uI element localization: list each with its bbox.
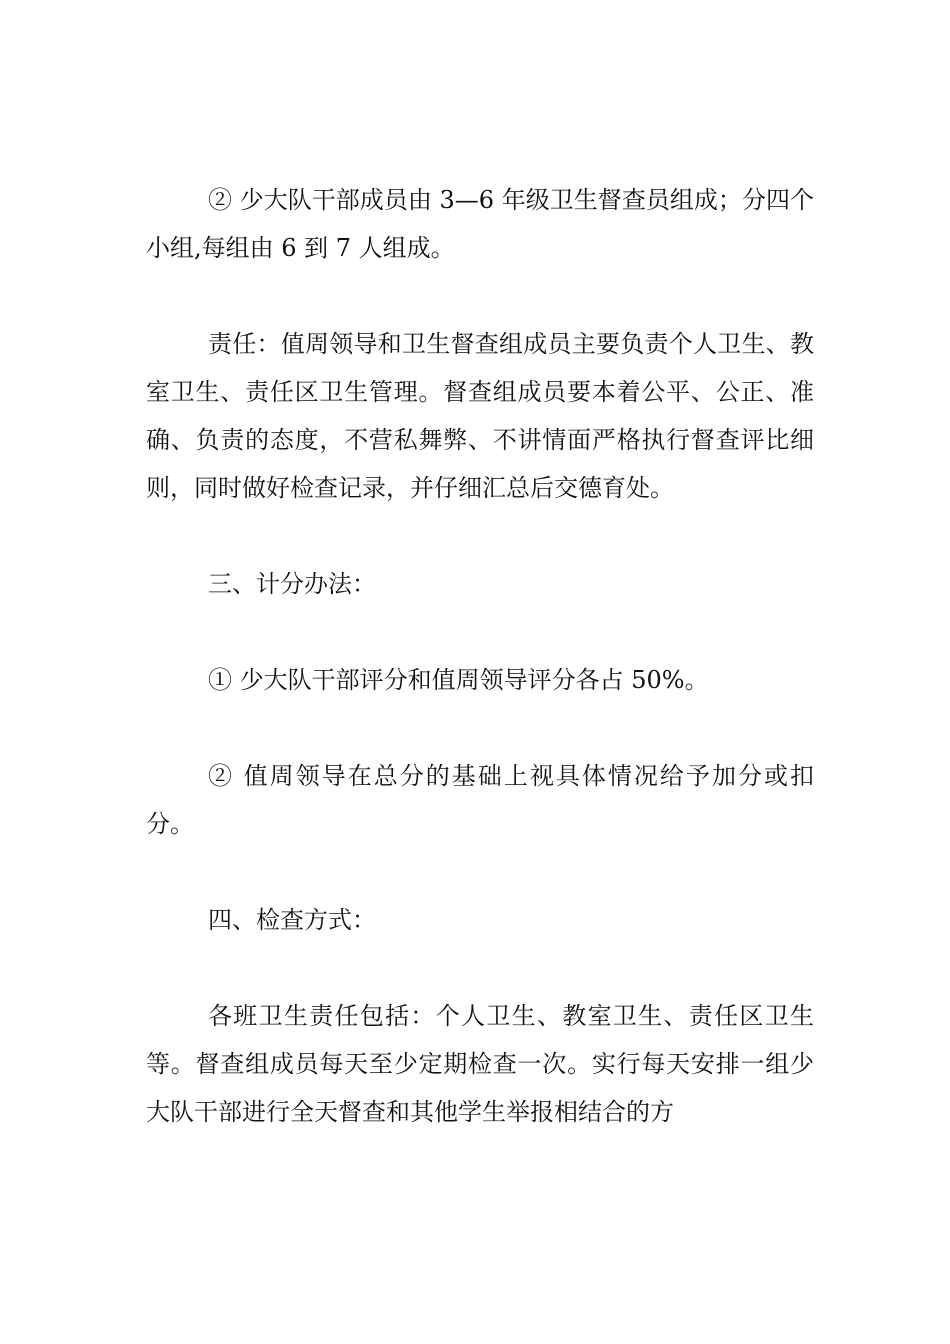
paragraph-scoring-ratio: ① 少大队干部评分和值周领导评分各占 50%。 [208, 666, 709, 694]
paragraph-responsibilities: 责任：值周领导和卫生督查组成员主要负责个人卫生、教室卫生、责任区卫生管理。督查组成员要本着公平、公正、准确、负责的态度，不营私舞弊、不讲情面严格执行督查评比细则，同时做好检查记录，并仔细汇总后交德育处。 [146, 330, 814, 502]
section-heading-inspection: 四、检查方式： [208, 906, 376, 934]
document-body [146, 176, 814, 1136]
section-heading-scoring: 三、计分办法： [208, 570, 376, 598]
paragraph-team-composition: ② 少大队干部成员由 3—6 年级卫生督查员组成；分四个小组,每组由 6 到 7 人组成。 [146, 186, 814, 262]
paragraph-inspection-method: 各班卫生责任包括：个人卫生、教室卫生、责任区卫生等。督查组成员每天至少定期检查一次。实行每天安排一组少大队干部进行全天督查和其他学生举报相结合的方 [146, 1002, 814, 1126]
paragraph-scoring-adjustment: ② 值周领导在总分的基础上视具体情况给予加分或扣分。 [146, 762, 814, 838]
